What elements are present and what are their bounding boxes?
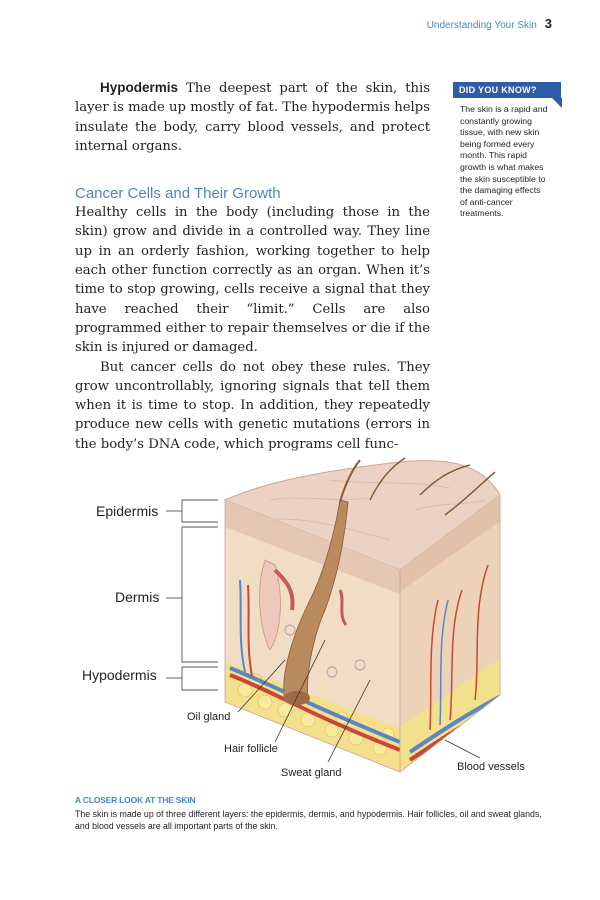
- label-sweat-gland: Sweat gland: [281, 767, 342, 779]
- skin-diagram: [70, 440, 550, 790]
- hypodermis-paragraph: [75, 78, 430, 156]
- label-blood-vessels: Blood vessels: [457, 761, 525, 773]
- epidermis-bracket: [182, 500, 218, 522]
- section-heading: Cancer Cells and Their Growth: [75, 185, 281, 203]
- main-column: [75, 78, 430, 454]
- label-dermis: Dermis: [115, 589, 160, 605]
- caption-text: The skin is made up of three different layers: the epidermis, dermis, and hypodermis. Hair follicles, oil and sweat glands, and blood vessels are all important parts of the skin.: [75, 809, 542, 831]
- did-you-know-sidebar: [453, 82, 563, 220]
- dermis-bracket: [182, 527, 218, 662]
- running-head: [427, 16, 552, 31]
- section-paragraph-2: But cancer cells do not obey these rules. They grow uncontrollably, ignoring signals that tell them when it is time to stop. In addition, they repeatedly produce new cells with genetic mutations (errors in the body’s DNA code, which programs cell func-: [75, 359, 430, 452]
- hypodermis-term: Hypodermis: [100, 80, 179, 95]
- sidebar-text: The skin is a rapid and constantly growing tissue, with new skin being formed every month. This rapid growth is what makes the skin susceptible to the damaging effects of anti-cancer treatments.: [460, 104, 548, 219]
- hypodermis-bracket: [182, 667, 218, 690]
- label-epidermis: Epidermis: [96, 503, 159, 519]
- skin-cross-section-illustration: [70, 440, 550, 790]
- label-oil-gland: Oil gland: [187, 711, 231, 723]
- page-number: 3: [544, 16, 552, 31]
- figure-caption: [75, 795, 555, 832]
- section-paragraph-1: Healthy cells in the body (including those in the skin) grow and divide in a controlled way. They line up in an orderly fashion, working together to help each other function correctly as an organ. When it’s time to stop growing, cells receive a signal that they have reached their “limit.” Cells are also programmed either to repair themselves or die if the skin is injured or damaged.: [75, 205, 430, 356]
- caption-title: A CLOSER LOOK AT THE SKIN: [75, 795, 196, 805]
- running-head-title: Understanding Your Skin: [426, 20, 537, 31]
- hypodermis-text: The deepest part of the skin, this layer is made up mostly of fat. The hypodermis helps insulate the body, carry blood vessels, and protect internal organs.: [75, 81, 430, 154]
- label-hypodermis: Hypodermis: [82, 667, 157, 683]
- label-hair-follicle: Hair follicle: [224, 743, 278, 755]
- sidebar-title: DID YOU KNOW?: [453, 82, 561, 98]
